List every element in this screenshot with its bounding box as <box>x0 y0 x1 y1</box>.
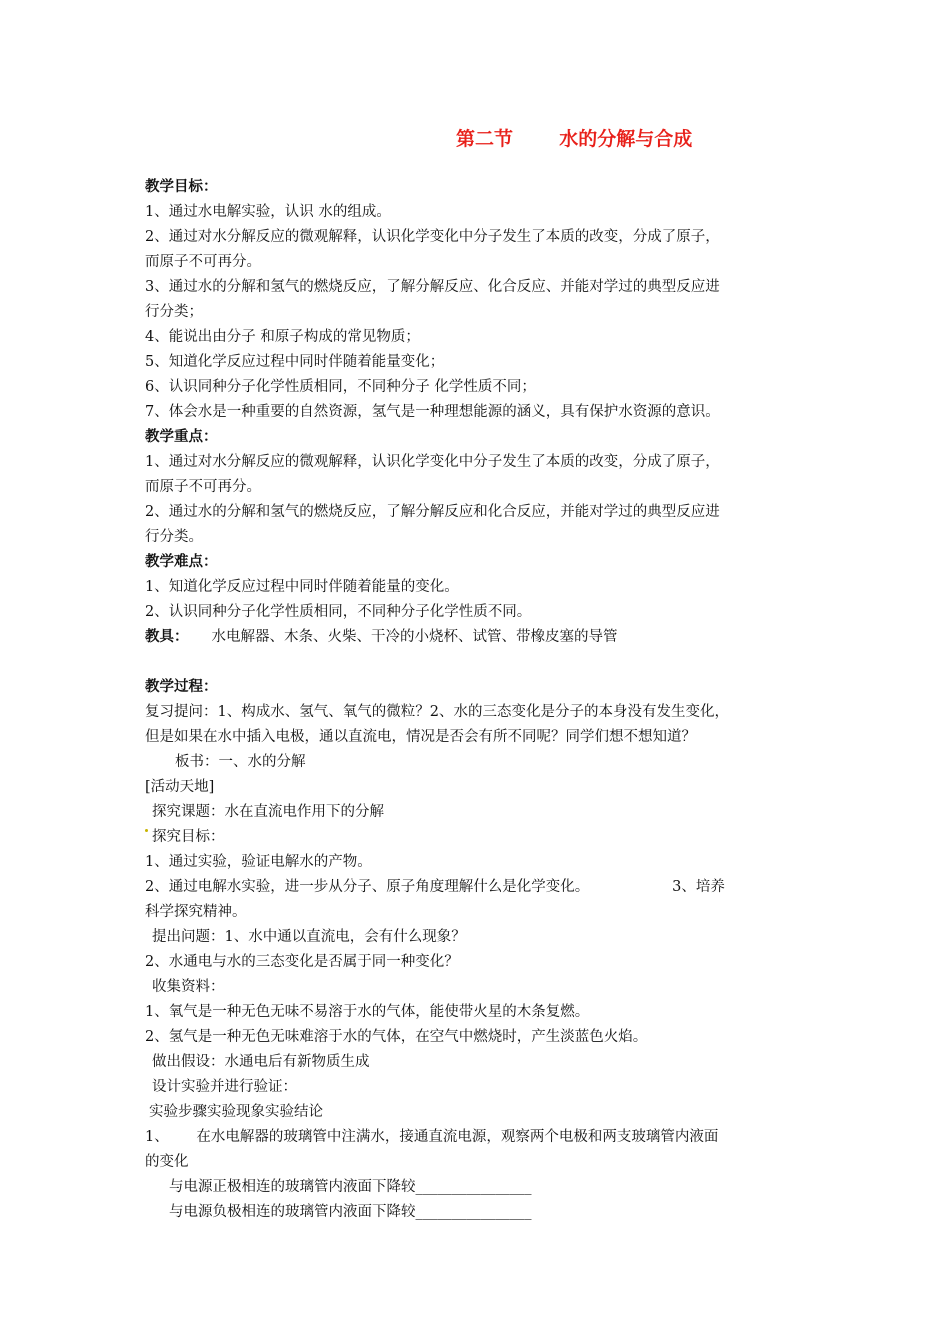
text-line <box>145 1027 647 1047</box>
line-text: 5、知道化学反应过程中同时伴随着能量变化； <box>145 354 445 370</box>
line-text: 2、通过电解水实验，进一步从分子、原子角度理解什么是化学变化。 3、培养 <box>145 879 725 895</box>
text-line <box>145 852 372 872</box>
text-line <box>169 1202 532 1222</box>
line-text: [活动天地] <box>145 779 215 795</box>
text-line <box>145 352 444 372</box>
line-text: 探究课题：水在直流电作用下的分解 <box>152 804 384 820</box>
text-line <box>169 1177 532 1197</box>
text-line <box>145 477 261 497</box>
line-text: 1、 在水电解器的玻璃管中注满水，接通直流电源，观察两个电极和两支玻璃管内液面 <box>145 1129 719 1145</box>
line-text: 与电源正极相连的玻璃管内液面下降较________________ <box>169 1179 532 1195</box>
text-line <box>152 977 225 997</box>
text-line <box>145 1002 589 1022</box>
line-text: 探究目标： <box>152 829 225 845</box>
text-line <box>145 452 720 472</box>
line-text: 1、知道化学反应过程中同时伴随着能量的变化。 <box>145 579 459 595</box>
line-text: 教学过程： <box>145 679 218 695</box>
line-text: 而原子不可再分。 <box>145 254 261 270</box>
line-text: 行分类； <box>145 304 203 320</box>
line-text: 7、体会水是一种重要的自然资源，氢气是一种理想能源的涵义，具有保护水资源的意识。 <box>145 404 720 420</box>
text-line <box>145 577 459 597</box>
text-line <box>149 1102 323 1122</box>
text-line <box>145 952 459 972</box>
line-text: 教学重点： <box>145 429 218 445</box>
text-line <box>145 202 391 222</box>
text-line <box>145 1152 189 1172</box>
section-heading <box>145 627 618 647</box>
section-heading <box>145 677 218 697</box>
text-line <box>145 227 720 247</box>
line-text: 1、通过实验，验证电解水的产物。 <box>145 854 372 870</box>
text-line <box>145 302 203 322</box>
text-line <box>145 1127 718 1147</box>
line-text: 提出问题：1、水中通以直流电，会有什么现象？ <box>152 929 466 945</box>
line-text: 复习提问：1、构成水、氢气、氧气的微粒？2、水的三态变化是分子的本身没有发生变化， <box>145 704 729 720</box>
section-heading <box>145 552 218 572</box>
page-title: 第二节 水的分解与合成 <box>456 128 693 150</box>
text-line <box>145 777 214 797</box>
line-text: 4、能说出由分子 和原子构成的常见物质； <box>145 329 420 345</box>
line-text: 但是如果在水中插入电极，通以直流电，情况是否会有所不同呢？同学们想不想知道？ <box>145 729 696 745</box>
text-line <box>152 1052 370 1072</box>
text-line <box>145 502 720 522</box>
line-text: 设计实验并进行验证： <box>152 1079 297 1095</box>
line-text: 的变化 <box>145 1154 189 1170</box>
text-line <box>145 277 720 297</box>
text-line <box>145 727 696 747</box>
line-text: 教具： <box>145 629 189 645</box>
line-text: 收集资料： <box>152 979 225 995</box>
line-suffix: 水电解器、木条、火柴、干冷的小烧杯、试管、带橡皮塞的导管 <box>188 629 618 645</box>
line-text: 2、认识同种分子化学性质相同，不同种分子化学性质不同。 <box>145 604 532 620</box>
text-line <box>152 802 384 822</box>
text-line <box>145 602 531 622</box>
text-line <box>145 377 536 397</box>
text-line <box>152 827 225 847</box>
line-text: 2、氢气是一种无色无味难溶于水的气体，在空气中燃烧时，产生淡蓝色火焰。 <box>145 1029 648 1045</box>
line-text: 行分类。 <box>145 529 203 545</box>
text-line <box>152 1077 297 1097</box>
line-text: 而原子不可再分。 <box>145 479 261 495</box>
line-text: 教学目标： <box>145 179 218 195</box>
line-text: 3、通过水的分解和氢气的燃烧反应，了解分解反应、化合反应、并能对学过的典型反应进 <box>145 279 720 295</box>
line-text: 1、氧气是一种无色无味不易溶于水的气体，能使带火星的木条复燃。 <box>145 1004 590 1020</box>
line-text: 科学探究精神。 <box>145 904 247 920</box>
text-line <box>175 752 306 772</box>
text-line <box>145 327 420 347</box>
text-line <box>145 527 203 547</box>
line-text: 实验步骤实验现象实验结论 <box>149 1104 323 1120</box>
marker-dot <box>145 829 148 832</box>
section-heading <box>145 427 218 447</box>
line-text: 2、通过对水分解反应的微观解释，认识化学变化中分子发生了本质的改变，分成了原子， <box>145 229 720 245</box>
line-text: 2、水通电与水的三态变化是否属于同一种变化？ <box>145 954 459 970</box>
line-text: 2、通过水的分解和氢气的燃烧反应，了解分解反应和化合反应，并能对学过的典型反应进 <box>145 504 720 520</box>
text-line <box>145 252 261 272</box>
line-text: 与电源负极相连的玻璃管内液面下降较________________ <box>169 1204 532 1220</box>
section-heading <box>145 177 218 197</box>
text-line <box>145 702 729 722</box>
line-text: 教学难点： <box>145 554 218 570</box>
line-text: 1、通过对水分解反应的微观解释，认识化学变化中分子发生了本质的改变，分成了原子， <box>145 454 720 470</box>
line-text: 6、认识同种分子化学性质相同，不同种分子 化学性质不同； <box>145 379 536 395</box>
line-text: 1、通过水电解实验，认识 水的组成。 <box>145 204 391 220</box>
text-line <box>145 877 725 897</box>
text-line <box>152 927 466 947</box>
line-text: 板书：一、水的分解 <box>175 754 306 770</box>
line-text: 做出假设：水通电后有新物质生成 <box>152 1054 370 1070</box>
text-line <box>145 402 720 422</box>
text-line <box>145 902 247 922</box>
